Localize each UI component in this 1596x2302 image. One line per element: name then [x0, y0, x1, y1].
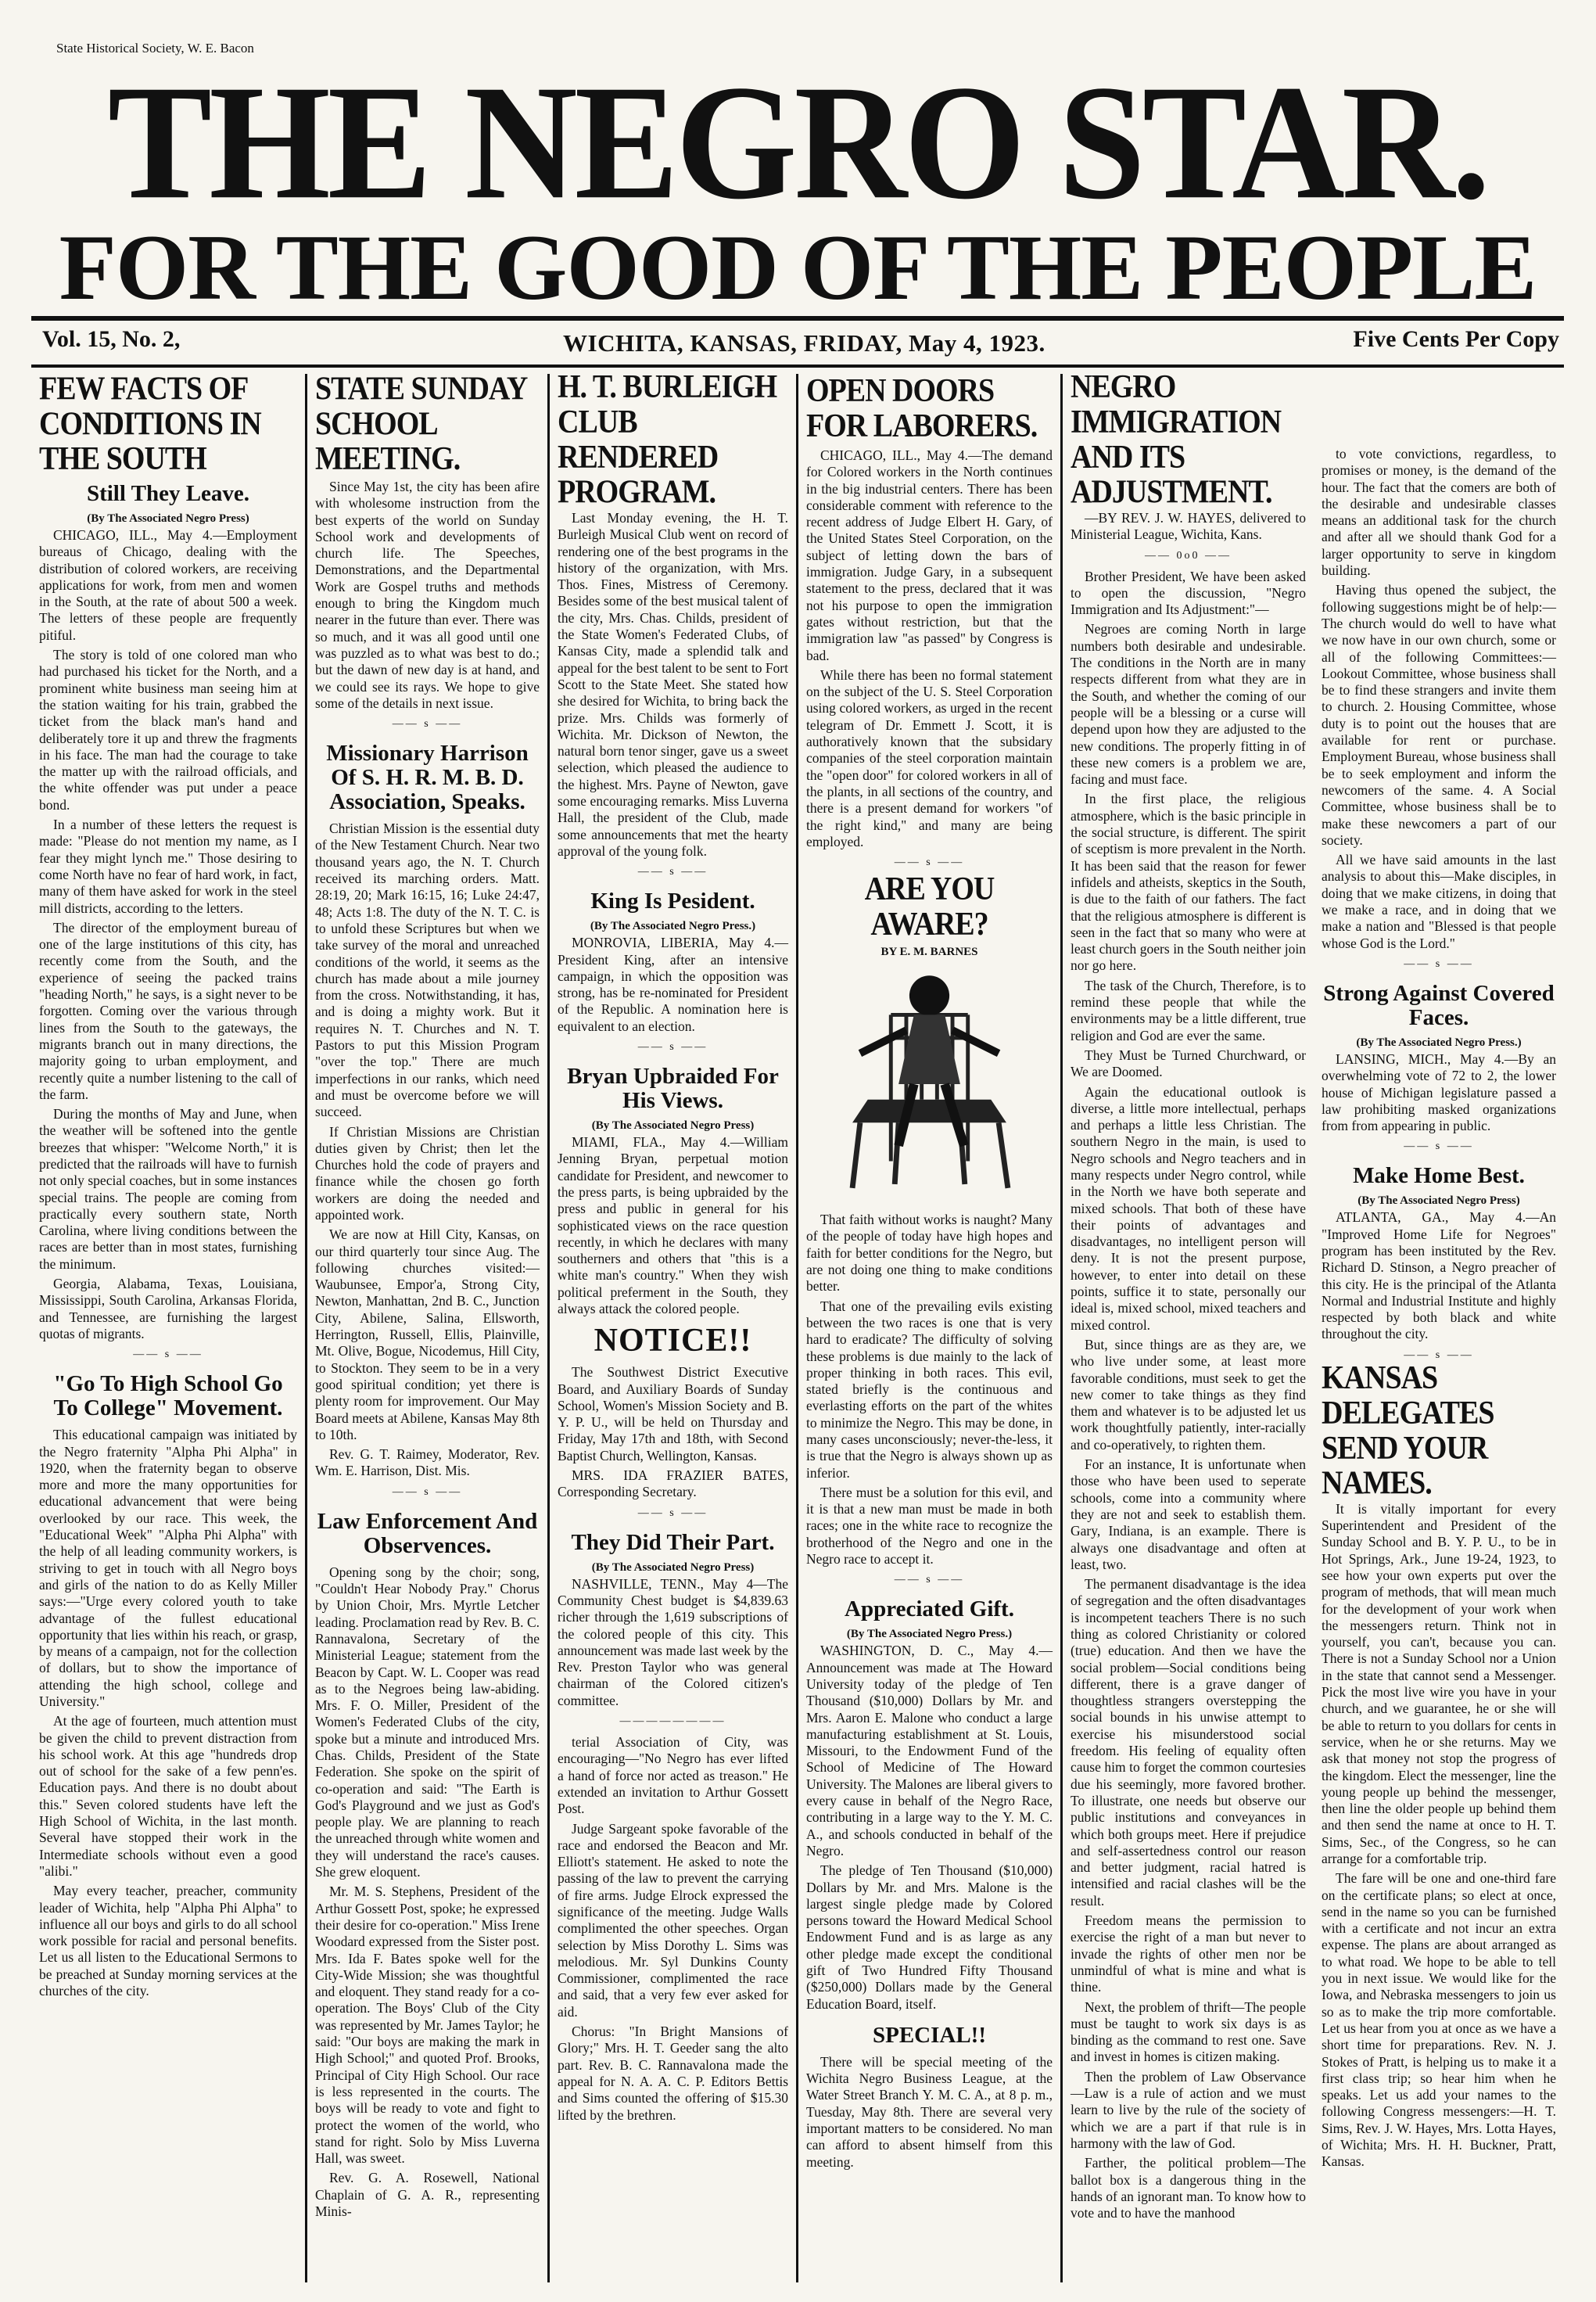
- paragraph: MONROVIA, LIBERIA, May 4.—President King, after an intensive campaign, in which the opposition was strong, has be re-nominated for President of the Republic. A nomination here is equivalent to an election.: [558, 935, 788, 1034]
- paragraph: Then the problem of Law Observance—Law is a rule of action and we must learn to live by the rule of the society of which we are a part if that rule is in harmony with the law of God.: [1071, 2068, 1306, 2151]
- paragraph: Georgia, Alabama, Texas, Louisiana, Mississippi, South Carolina, Arkansas Florida, and Tennessee, are furnishing the largest quotas of migrants.: [39, 1276, 297, 1341]
- separator: —— s ——: [392, 1485, 463, 1498]
- byline: (By The Associated Negro Press): [591, 1560, 755, 1574]
- paragraph: Rev. G. A. Rosewell, National Chaplain of G. A. R., representing Minis-: [315, 2170, 540, 2220]
- signature: Rev. G. T. Raimey, Moderator, Rev. Wm. E. Harrison, Dist. Mis.: [315, 1446, 540, 1479]
- subhead-make-home-best: Make Home Best.: [1353, 1163, 1525, 1189]
- separator: ————————: [619, 1715, 726, 1728]
- dateline-bar: [31, 326, 1564, 361]
- paragraph: It is vitally important for every Superintendent and President of the Sunday School and B. Y. P. U., to be in Hot Springs, Ark., June 19-24, 1923, to see how your own experts put over the program of methods, that will mean much for the development of your work when the messengers return. Think not in yourself, you can't, because you can. There is not a Sunday School nor a Union in the state that cannot send a Messenger. Pick the most live wire you have in your church, and we guarantee, he or she will be able to return to you dollars for cents in service, when he or she returns. May we ask that money not stop the progress of the kingdom. Elect the messenger, line the young people up behind the messenger, then line the older people up behind them and then send the name at once to H. T. Sims, Sec., of the Congress, so he can arrange for a comfortable trip.: [1322, 1500, 1556, 1866]
- paragraph: The task of the Church, Therefore, is to remind these people that while the environments may be a little different, true religion and God are ever the same.: [1071, 977, 1306, 1043]
- subhead-missionary: Missionary Harrison Of S. H. R. M. B. D. Association, Speaks.: [326, 741, 529, 815]
- paragraph: While there has been no formal statement on the subject of the U. S. Steel Corporation using colored workers, as urged in the recent telegram of Dr. Emmett J. Scott, it is authoratively known that the subsidary companies of the steel corporation maintain the "open door" for colored workers in all of the plants, in all sections of the country, and there is a present demand for workers "of the right kind," and many are being employed.: [806, 666, 1053, 849]
- paragraph: CHICAGO, ILL., May 4.—The demand for Colored workers in the North continues in the big industrial centers. There has been considerable comment with reference to the recent address of Judge Elbert H. Gary, of the United States Steel Corporation, on the subject of letting down the bars of immigration. Judge Gary, in a subsequent statement to the press, declared that it was not his purpose to open the immigration gates without restriction, but that the immigration law "as passed" by Congress is bad.: [806, 447, 1053, 663]
- paragraph: For an instance, It is unfortunate when those who have been used to seperate schools, come into a community where they are not and seek to establish them. Gary, Indiana, is an example. There is always one disadvantage and often at least, two.: [1071, 1456, 1306, 1572]
- separator: —— s ——: [392, 718, 463, 731]
- paragraph: terial Association of City, was encouraging—"No Negro has ever lifted a hand of force nor acted as treason." He extended an invitation to Arthur Gossett Post.: [558, 1734, 788, 1817]
- paragraph: All we have said amounts in the last analysis to about this—Make disciples, in doing that we make citizens, in doing that we make a race, and in doing that we make a nation and "Blessed is that people whose God is the Lord.": [1322, 852, 1556, 951]
- column-1: [31, 374, 305, 2282]
- byline: (By The Associated Negro Press.): [846, 1628, 1013, 1641]
- separator: —— s ——: [133, 1349, 203, 1361]
- newspaper-title: THE NEGRO STAR.: [107, 52, 1488, 234]
- separator: —— s ——: [637, 1041, 708, 1054]
- paragraph: Last Monday evening, the H. T. Burleigh Musical Club went on record of rendering one of the best programs in the history of the organization, with Mrs. Thos. Fines, Mistress of Ceremony. Besides some of the best musical talent of the city, Mrs. Chas. Childs, president of the State Women's Federated Clubs, of Kansas City, made a splendid talk and appeal for the best talent to be sent to Fort Scott to the State Meet. She stated how she desired for Wichita, to bring back the prize. Mrs. Childs was formerly of Wichita. Mr. Dickson of Newton, the natural born tenor singer, gave us a sweet selection, which pleased the audience to the highest. Mrs. Payne of Newton, gave some encouraging remarks. Miss Luverna Hall, the president of the Club, made some announcements that met the hearty approval of the young folk.: [558, 510, 788, 859]
- column-3: [547, 374, 796, 2282]
- paragraph: Christian Mission is the essential duty of the New Testament Church. Near two thousand years ago, the N. T. Church received its marching orders. Matt. 28:19, 20; Mark 16:15, 16; Luke 24:47, 48; Acts 1:8. The duty of the N. T. C. is to unfold these Scriptures but when we take survey of the moral and unreached conditions of the world, it seems as the church has made about a mile journey from the cross. Notwithstanding, it has, and is doing a mighty work. But it requires N. T. Churches and N. T. Pastors to put this Mission Program "over the top." There are much imperfections in our ranks, which need and must be overcome before we will succeed.: [315, 821, 540, 1120]
- byline: (By The Associated Negro Press.): [590, 920, 756, 933]
- column-4: [796, 374, 1060, 2282]
- paragraph: Having thus opened the subject, the following suggestions might be of help:—The church would do well to have what we now have in our own church, some or all of the following Committees:— Lookout Committee, whose business shall be to find these strangers and invite them to church. 2. Housing Committee, whose duty is to point out the houses that are available for rent or purchase. Employment Bureau, whose business shall be to seek employment and inform the newcomers of the same. 4. A Social Committee, whose business shall be to make these newcomers a part of our society.: [1322, 582, 1556, 848]
- separator: —— s ——: [1404, 957, 1474, 970]
- dateline-rule: [31, 365, 1564, 368]
- paragraph: If Christian Missions are Christian duties given by Christ; then let the Churches hold the code of prayers and finance while the chosen go forth workers are doing the needed and appointed work.: [315, 1123, 540, 1223]
- headline-negro-immigration: NEGRO IMMIGRATION AND ITS ADJUSTMENT.: [1071, 374, 1282, 511]
- subhead-special: SPECIAL!!: [872, 2022, 986, 2048]
- paragraph: There will be special meeting of the Wichita Negro Business League, at the Water Street Branch Y. M. C. A., at 8 p. m., Tuesday, May 8th. There are several very important matters to be considered. No man can afford to absent himself from this meeting.: [806, 2053, 1053, 2170]
- paragraph: This educational campaign was initiated by the Negro fraternity "Alpha Phi Alpha" in 1920, when the fraternity began to observe more and more the many opportunities for educational advancement that were being overlooked by our race. This week, the "Educational Week" "Alpha Phi Alpha" with the help of all leading community workers, is striving to get in touch with all Negro boys and girls of the nation to do as Kelly Miller says:—"Urge every colored youth to take advantage of the fullest educational opportunity that lies within his reach, or grasp, by means of a campaign, not for the collection of dollars, but to show the importance of attending the high school, college and University.": [39, 1427, 297, 1709]
- signature: MRS. IDA FRAZIER BATES, Corresponding Secretary.: [558, 1467, 788, 1500]
- byline: (By The Associated Negro Press): [1357, 1194, 1520, 1208]
- separator: —— s ——: [894, 857, 965, 869]
- paragraph: Mr. M. S. Stephens, President of the Arthur Gossett Post, spoke; he expressed their desire for co-operation." Miss Irene Woodard expressed from the Sister post. Mrs. Ida F. Bates spoke well for the City-Wide Mission; she was thoughtful and eloquent. They stand ready for a co-operation. The Boys' Club of the City was represented by Mr. James Taylor; he said: "Our boys are making the mark in High School;" and quoted Prof. Brooks, Principal of City High School. Our race is less represented in the courts. The boys will be ready to vote and fight to protect the women of the world, who stand for right. Solo by Miss Luverna Hall, was sweet.: [315, 1884, 540, 2167]
- issue-date: WICHITA, KANSAS, FRIDAY, May 4, 1923.: [563, 329, 1045, 357]
- separator: —— s ——: [637, 866, 708, 878]
- paragraph: —BY REV. J. W. HAYES, delivered to Ministerial League, Wichita, Kans.: [1071, 510, 1306, 543]
- paragraph: Freedom means the permission to exercise the right of a man but never to invade the rights of other men nor be unmindful of what is mine and what is thine.: [1071, 1912, 1306, 1995]
- paragraph: During the months of May and June, when the weather will be softened into the gentle breezes that whisper: "Welcome North," it is predicted that the railroads will have to furnish not only special coaches, but in some instances special trains. The people are coming from practically every southern state, North Carolina, where living conditions between the races are better than in most states, furnishing the minimum.: [39, 1106, 297, 1272]
- paragraph: That one of the prevailing evils existing between the two races is one that is very hard to eradicate? The difficulty of solving these problems is due mainly to the lack of proper thinking in both races. This evil, stated briefly is the continuous and everlasting efforts on the part of the whites to minimize the Negro. This may be done, in many cases unconsciously; never-the-less, it is true that the Negro is always shown up as inferior.: [806, 1298, 1053, 1481]
- separator: —— s ——: [637, 1507, 708, 1519]
- subhead-appreciated-gift: Appreciated Gift.: [845, 1596, 1014, 1622]
- separator: —— s ——: [1404, 1349, 1474, 1361]
- headline-few-facts: FEW FACTS OF CONDITIONS IN THE SOUTH: [39, 374, 261, 478]
- paragraph: The Southwest District Executive Board, and Auxiliary Boards of Sunday School, Women's Mission Society and B. Y. P. U., will be held on Thursday and Friday, May 17th and 18th, with Second Baptist Church, Wellington, Kansas.: [558, 1364, 788, 1463]
- paragraph: MIAMI, FLA., May 4.—William Jenning Bryan, perpetual motion candidate for President, and newcomer to the press parts, is being upbraided by the press and public in general for his sophisticated views on the race question recently, in which he declares with many southerners and others that "this is a white man's country." When they wish political preferment in the South, they always attack the colored people.: [558, 1134, 788, 1316]
- paragraph: WASHINGTON, D. C., May 4.—Announcement was made at The Howard University today of the pledge of Ten Thousand ($10,000) Dollars by Mr. and Mrs. Aaron E. Malone who conduct a large manufacturing establishment at St. Louis, Missouri, to the Endowment Fund of the School of Medicine of The Howard University. The Malones are liberal givers to every cause in behalf of the Negro Race, contributing in a large way to the Y. M. C. A., and schools conducted in behalf of the Negro.: [806, 1643, 1053, 1858]
- paragraph: Chorus: "In Bright Mansions of Glory;" Mrs. H. T. Geeder sang the alto part. Rev. B. C. Rannavalona made the appeal for N. A. A. C. P. Editors Bettis and Sims counted the offering of $15.30 lifted by the brethren.: [558, 2024, 788, 2123]
- headline-spacer: [1322, 374, 1556, 446]
- paragraph: At the age of fourteen, much attention must be given the child to prevent distraction from his school work. At this age "hundreds drop out of school for the sake of a few penn'es. Education pays. And there is no doubt about this." Seven colored students have left the High School of Wichita, in the last month. Several have stopped their work in the Intermediate schools without even a good "alibi.": [39, 1713, 297, 1879]
- paragraph: The pledge of Ten Thousand ($10,000) Dollars by Mr. and Mrs. Malone is the largest single pledge made by Colored persons toward the Howard Medical School Endowment Fund and is as large as any other pledge made except the conditional gift of Two Hundred Fifty Thousand ($250,000) Dollars made by the General Education Board, itself.: [806, 1862, 1053, 2012]
- byline: (By The Associated Negro Press): [87, 512, 249, 525]
- paragraph: Next, the problem of thrift—The people must be taught to work six days is as binding as the command to rest one. Save and invest in homes is citizen making.: [1071, 1999, 1306, 2065]
- paragraph: They Must be Turned Churchward, or We are Doomed.: [1071, 1047, 1306, 1080]
- paragraph: ATLANTA, GA., May 4.—An "Improved Home Life for Negroes" program has been instituted by the Rev. Richard D. Stinson, a Negro preacher of this city. He is the principal of the Atlanta Normal and Industrial Institute and highly respected by both black and white throughout the city.: [1322, 1209, 1556, 1342]
- byline: BY E. M. BARNES: [880, 946, 978, 959]
- notice-heading: NOTICE!!: [594, 1323, 752, 1359]
- newspaper-motto: FOR THE GOOD OF THE PEOPLE: [59, 215, 1537, 319]
- paragraph: The director of the employment bureau of one of the large institutions of this city, has recently come from the South, and the experience of seeing the packed trains "heading North," he says, is a sight never to be forgotten. Coming over the various through lines from the South to the gateways, the migrants branch out in many directions, the majority going to urban employment, and recently quite a number listening to the call of the farm.: [39, 919, 297, 1102]
- paragraph: There must be a solution for this evil, and it is that a new man must be made in both races; one in the white race to recognize the brotherhood of the Negro and one in the Negro race to accept it.: [806, 1484, 1053, 1568]
- byline: (By The Associated Negro Press): [591, 1119, 755, 1133]
- paragraph: In the first place, the religious atmosphere, which is the basic principle in the social structure, is different. The spirit of sceptism is more prevalent in the North. It has been said that the reason for fewer infidels and atheists, skeptics in the South, is due to the faith of our fathers. The fact that the religious atmosphere is different is seen in the fact that so many who were at least church goers in the South neither join nor go here.: [1071, 791, 1306, 974]
- paragraph: CHICAGO, ILL., May 4.—Employment bureaus of Chicago, dealing with the distribution of colored workers, are receiving applications for work, from men and women in the South, at the rate of about 500 a week. The letters of these people are frequently pitiful.: [39, 527, 297, 643]
- paragraph: Judge Sargeant spoke favorable of the race and endorsed the Beacon and Mr. Elliott's statement. He asked to note the passing of the law to prevent the carrying of fire arms. Judge Elrock expressed the significance of the meeting. Judge Walls complimented the other speeches. Organ selection by Miss Dorothy L. Sims was melodious. Mr. Syl Dunkins County Commissioner, complimented the race and said, that a very few ever asked for aid.: [558, 1820, 788, 2020]
- paragraph: Opening song by the choir; song, "Couldn't Hear Nobody Pray." Chorus by Union Choir, Mrs. Myrtle Letcher leading. Proclamation read by Rev. B. C. Rannavalona, Secretary of the Ministerial League; statement from the Beacon by Capt. W. L. Cooper was read as to the Negroes being law-abiding. Mrs. F. O. Miller, President of the Women's Federated Clubs of the city, spoke but a minute and introduced Mrs. Chas. Childs, President of the State Federation. She spoke on the spirit of co-operation and said: "The Earth is God's Playground and we just as God's people play. We are planning to reach the unreached through white women and they will understand the race's causes. She grew eloquent.: [315, 1564, 540, 1880]
- separator: —— 0o0 ——: [1145, 549, 1232, 562]
- subhead-king: King Is Pesident.: [590, 889, 755, 914]
- paragraph: Since May 1st, the city has been afire with wholesome instruction from the best experts of the world on Sunday School work and developments of church life. The Speeches, Demonstrations, and the Departmental Work are Gospel truths and methods enough to bring the Kingdom much nearer in the future than ever. There was so much, and it was all good until one was puzzled as to what was best to do.; but the dawn of new day is at hand, and we could see its rays. We hope to give some of the details in next issue.: [315, 479, 540, 711]
- paragraph: Negroes are coming North in large numbers both desirable and undesirable. The conditions in the North are in many respects different from what they are in the South, and whether the coming of our people will be a blessing or a curse will depend upon how they are adjusted to the new conditions. The properly fitting in of these new comers is a problem we are, facing and must face.: [1071, 621, 1306, 788]
- headline-open-doors: OPEN DOORS FOR LABORERS.: [806, 374, 1038, 444]
- chair-figure-illustration: [806, 967, 1053, 1201]
- paragraph: May every teacher, preacher, community leader of Wichita, help "Alpha Phi Alpha" to influence all our boys and girls to do all school work possible for racial and personal benefits. Let us all listen to the Educational Sermons to be preached at Sunday morning services at the churches of the city.: [39, 1883, 297, 1999]
- subhead-still-they-leave: Still They Leave.: [86, 481, 250, 506]
- paragraph: We are now at Hill City, Kansas, on our third quarterly tour since Aug. The following churches visited:—Waubunsee, Empor'a, Strong City, Newton, Manhattan, 2nd B. C., Junction City, Abilene, Salina, Ellsworth, Herrington, Russell, Ellis, Plainville, Mt. Olive, Bogue, Nicodemus, Hill City, to Stockton. They seem to be in a very good spiritual condition; yet there is plenty room for improvement. Our May Board meets at Abilene, Kansas May 8th to 10th.: [315, 1226, 540, 1442]
- byline: (By The Associated Negro Press.): [1356, 1036, 1522, 1049]
- paragraph: The story is told of one colored man who had purchased his ticket for the North, and a prominent white business man seeing him at the station waiting for his train, grabbed the ticket from the black man's hand and deliberately tore it up and threw the fragments in his face. The man had the courage to take the matter up with the railroad officials, and the white offender was put under a peace bond.: [39, 647, 297, 813]
- separator: —— s ——: [1404, 1140, 1474, 1153]
- subhead-did-their-part: They Did Their Part.: [571, 1529, 775, 1555]
- headline-state-sunday-school: STATE SUNDAY SCHOOL MEETING.: [315, 374, 526, 478]
- volume-number: Vol. 15, No. 2,: [42, 326, 181, 352]
- paragraph: The fare will be one and one-third fare on the certificate plans; so elect at once, send in the name so you can be furnished with a certificate and not incur an extra expense. The plans are about arranged as to what road. We hope to be able to tell you in next issue. We would like for the Iowa, and Nebraska messengers to join us so as to make the trip more comfortable. Let us hear from you at once as we have a short time for preparations. Rev. N. J. Stokes of Pratt, is helping us to make it a first class trip; so hear him when he speaks. Let us add your names to the following Congress messengers:—H. T. Sims, Rev. J. W. Hayes, Mrs. Lotta Hayes, of Wichita; Mrs. H. H. Buckner, Pratt, Kansas.: [1322, 1870, 1556, 2170]
- paragraph: LANSING, MICH., May 4.—By an overwhelming vote of 72 to 2, the lower house of Michigan legislature passed a law prohibiting masked organizations from from appearing in public.: [1322, 1050, 1556, 1134]
- paragraph: That faith without works is naught? Many of the people of today have high hopes and faith for better conditions for the Negro, but are not doing one thing to make conditions better.: [806, 1212, 1053, 1295]
- columns: [31, 374, 1564, 2286]
- paragraph: Brother President, We have been asked to open the discussion, "Negro Immigration and Its Adjustment:"—: [1071, 568, 1306, 618]
- paragraph: to vote convictions, regardless, to promises or money, is the demand of the hour. The fact that the comers are both of the desirable and undesirable classes means an additional task for the church and after all we should thank God for a larger opportunity to serve in kingdom building.: [1322, 446, 1556, 579]
- subhead-law-enforcement: Law Enforcement And Observences.: [317, 1508, 538, 1558]
- paragraph: In a number of these letters the request is made: "Please do not mention my name, as I fear they might lynch me." Those desiring to come North have no fear of hard work, in fact, many of them have asked for work in the steel mill districts, according to the letters.: [39, 817, 297, 916]
- paragraph: Again the educational outlook is diverse, a little more intellectual, perhaps and perhaps a little less Christian. The southern Negro in the main, is used to Negro schools and Negro teachers and in many respects under Negro control, while in the North we have both seperate and mixed schools. That both of these have their points of advantages and disadvantages, no intelligent person will deny. It is not the present purpose, however, to enter into detail on these points, suffice it to state, personally our ideal is, mixed school, mixed teachers and mixed control.: [1071, 1083, 1306, 1333]
- paragraph: NASHVILLE, TENN., May 4—The Community Chest budget is $4,839.63 richer through the 1,619 subscriptions of the colored people of this city. This announcement was made last week by the Rev. Preston Taylor who was general chairman of the Colored citizen's committee.: [558, 1575, 788, 1708]
- separator: —— s ——: [894, 1574, 965, 1586]
- top-rule: [31, 316, 1564, 321]
- column-6: [1314, 374, 1564, 2282]
- paragraph: The permanent disadvantage is the idea of segregation and the often disadvantages is incompetent teachers There is no such thing as colored Christianity or colored (true) education. And then we have the social problem—Social conditions being different, there is a grave danger of thoughtless strangers overstepping the social bounds in his unwise attempt to exercise his misunderstood social freedom. His feeling of equality often cause him to forget the common courtesies due his seemingly, more favored brother. To illustrate, one needs but observe our public institutions and conveyances in which both groups meet. Here if prejudice and self-assertedness control our reason and better judgment, racial hatred is intensified and racial clashes will be the result.: [1071, 1576, 1306, 1909]
- headline-kansas-delegates: KANSAS DELEGATES SEND YOUR NAMES.: [1322, 1359, 1494, 1502]
- column-5: [1060, 374, 1314, 2282]
- column-2: [305, 374, 547, 2282]
- subhead-bryan: Bryan Upbraided For His Views.: [567, 1064, 779, 1114]
- paragraph: But, since things are as they are, we who live under some, at least more favorable conditions, must seek to get the new comer to take things as they find them and whatever is to be adjusted let us work thoughtfully patiently, inter-racially and co-operatively, to righten them.: [1071, 1336, 1306, 1453]
- headline-burleigh-club: H. T. BURLEIGH CLUB RENDERED PROGRAM.: [558, 374, 777, 511]
- headline-are-you-aware: ARE YOU AWARE?: [864, 871, 995, 943]
- subhead-covered-faces: Strong Against Covered Faces.: [1323, 980, 1555, 1030]
- masthead: [31, 52, 1564, 319]
- subhead-high-school: "Go To High School Go To College" Movement.: [53, 1371, 283, 1421]
- paragraph: Farther, the political problem—The ballot box is a dangerous thing in the hands of an ignorant man. To know how to vote and to have the manhood: [1071, 2155, 1306, 2221]
- archive-stamp: State Historical Society, W. E. Bacon: [56, 41, 254, 56]
- price: Five Cents Per Copy: [1353, 326, 1559, 352]
